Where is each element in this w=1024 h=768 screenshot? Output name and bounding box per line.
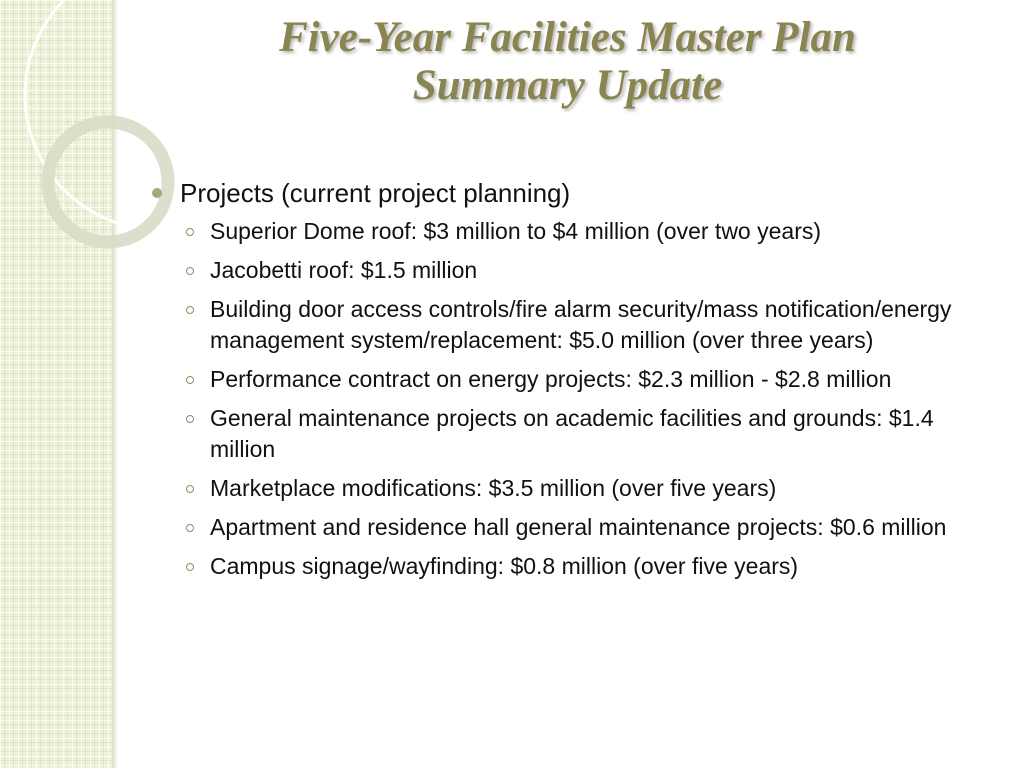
ring-bullet-icon	[186, 415, 194, 423]
ring-bullet-icon	[186, 267, 194, 275]
list-item	[150, 512, 990, 543]
list-item-text: Performance contract on energy projects: $2.3 million - $2.8 million	[210, 366, 892, 392]
title-line-2: Summary Update	[412, 62, 723, 109]
list-item	[150, 294, 990, 356]
list-item	[150, 364, 990, 395]
ring-bullet-icon	[186, 485, 194, 493]
list-item	[150, 216, 990, 247]
list-item-text: Building door access controls/fire alarm security/mass notification/energy management system/replacement: $5.0 million (over three years)	[210, 296, 952, 353]
list-item-text: Superior Dome roof: $3 million to $4 million (over two years)	[210, 218, 822, 244]
list-item	[150, 403, 990, 465]
list-item-text: Marketplace modifications: $3.5 million (over five years)	[210, 475, 777, 501]
list-item-text: Campus signage/wayfinding: $0.8 million (over five years)	[210, 553, 799, 579]
list-item-text: Apartment and residence hall general maintenance projects: $0.6 million	[210, 514, 947, 540]
title-line-1: Five-Year Facilities Master Plan	[279, 14, 856, 61]
ring-bullet-icon	[186, 524, 194, 532]
bullet-dot-icon	[152, 188, 162, 198]
ring-bullet-icon	[186, 563, 194, 571]
sub-bullet-list	[150, 216, 990, 582]
ring-bullet-icon	[186, 306, 194, 314]
bullet-label: Projects (current project planning)	[180, 178, 571, 208]
list-item-text: General maintenance projects on academic facilities and grounds: $1.4 million	[210, 405, 934, 462]
slide-title	[160, 14, 975, 110]
ring-bullet-icon	[186, 376, 194, 384]
ring-bullet-icon	[186, 228, 194, 236]
list-item	[150, 551, 990, 582]
list-item	[150, 255, 990, 286]
bullet-projects	[150, 172, 990, 214]
list-item-text: Jacobetti roof: $1.5 million	[210, 257, 478, 283]
list-item	[150, 473, 990, 504]
slide-body	[150, 172, 990, 590]
